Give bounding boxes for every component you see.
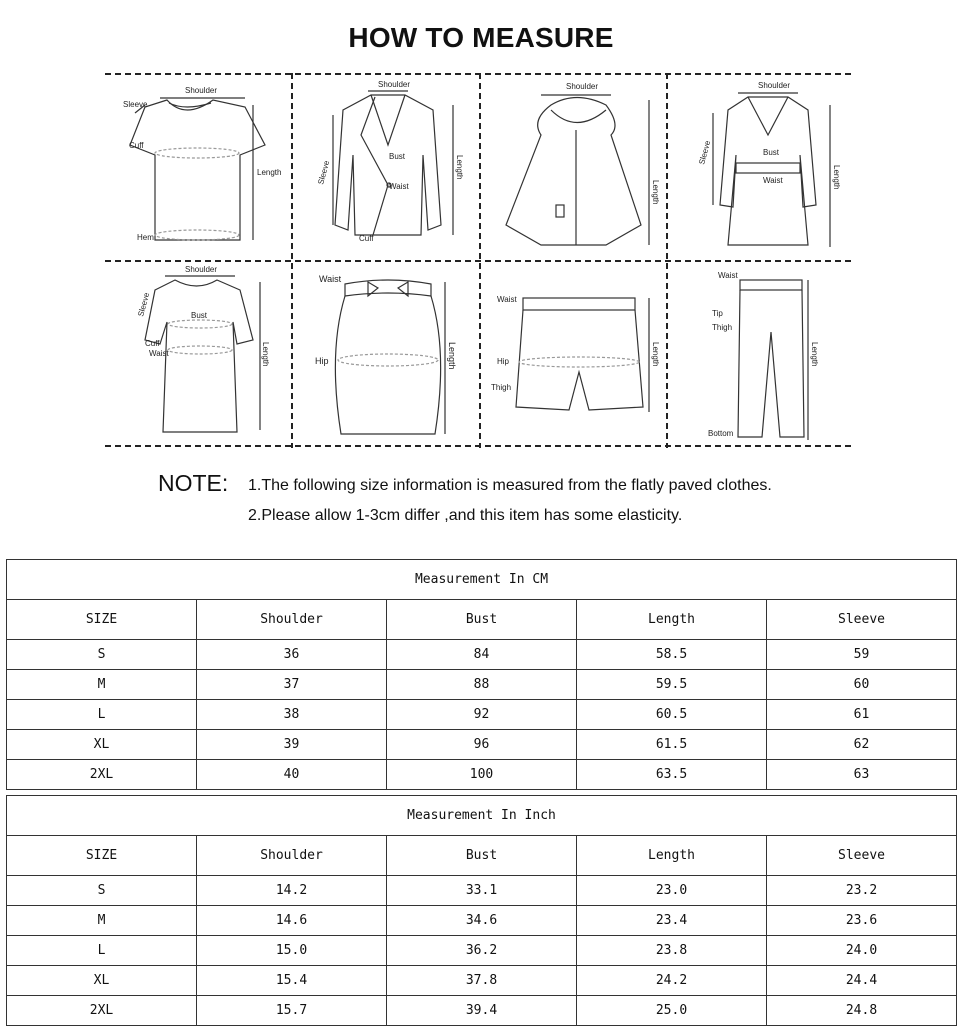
table-cell: 24.8 [767,996,957,1026]
measure-diagram-grid [105,73,855,448]
label-waist: Waist [389,182,409,191]
label-hip: Hip [497,357,510,366]
table-cell: 63.5 [577,760,767,790]
table-row [7,906,957,936]
label-waist: Waist [497,295,517,304]
cape-labels [566,82,660,204]
note-label: NOTE: [158,470,229,496]
dress-diagram [105,262,292,446]
table-cell: 15.4 [197,966,387,996]
label-tip: Tip [712,309,723,318]
table-cell: 37 [197,670,387,700]
table-cell: 15.0 [197,936,387,966]
table-cell: 84 [387,640,577,670]
label-cuff: Cuff [129,141,144,150]
label-length: Length [651,180,660,205]
table-row [7,730,957,760]
label-hem: Hem [137,233,154,242]
label-thigh: Thigh [712,323,733,332]
note-line-2: 2.Please allow 1-3cm differ ,and this item has some elasticity. [248,507,683,524]
table-cell: 61 [767,700,957,730]
page-title: HOW TO MEASURE [348,22,614,53]
table-cell: 88 [387,670,577,700]
label-thigh: Thigh [491,383,512,392]
label-hip: Hip [315,356,329,366]
header-cell: SIZE [7,836,197,876]
table-cell: 92 [387,700,577,730]
table-cell: 62 [767,730,957,760]
size-table-inch [6,795,957,1026]
label-sleeve: Sleeve [316,159,332,186]
label-shoulder: Shoulder [378,80,411,89]
dress-labels [136,265,270,366]
label-cuff: Cuff [359,234,374,243]
table-row [7,670,957,700]
label-length: Length [257,168,282,177]
table-cell: 37.8 [387,966,577,996]
table-cell: 36 [197,640,387,670]
label-sleeve: Sleeve [123,100,148,109]
label-length: Length [261,342,270,367]
label-length: Length [832,165,841,190]
table-row [7,966,957,996]
table-cell: 24.2 [577,966,767,996]
header-cell: SIZE [7,600,197,640]
table-cell: 23.6 [767,906,957,936]
shorts-diagram [481,262,667,446]
note-line-1: 1.The following size information is measured from the flatly paved clothes. [248,477,772,494]
label-bust: Bust [389,152,406,161]
table-row [7,700,957,730]
label-sleeve: Sleeve [136,291,152,318]
table-cell: L [7,936,197,966]
label-shoulder: Shoulder [185,265,218,274]
table-cell: 58.5 [577,640,767,670]
table-cell: M [7,670,197,700]
table-row [7,760,957,790]
blazer-labels [316,80,464,243]
table-row [7,996,957,1026]
header-cell: Shoulder [197,600,387,640]
table-cell: 23.2 [767,876,957,906]
label-shoulder: Shoulder [566,82,599,91]
table-cell: 23.4 [577,906,767,936]
table-header-row [7,836,957,876]
label-shoulder: Shoulder [185,86,218,95]
table-cell: 36.2 [387,936,577,966]
table-caption: Measurement In Inch [7,796,957,836]
table-cell: 14.2 [197,876,387,906]
table-cell: 59.5 [577,670,767,700]
skirt-diagram [293,262,480,446]
table-cell: 60.5 [577,700,767,730]
table-cell: 15.7 [197,996,387,1026]
table-cell: S [7,876,197,906]
size-table-cm [6,559,957,790]
table-cell: 59 [767,640,957,670]
table-cell: 33.1 [387,876,577,906]
skirt-labels [315,274,457,370]
header-cell: Sleeve [767,836,957,876]
table-cell: 23.8 [577,936,767,966]
table-cell: 24.0 [767,936,957,966]
header-cell: Bust [387,836,577,876]
label-length: Length [651,342,660,367]
cape-diagram [481,75,667,261]
tshirt-labels [123,86,281,242]
header-cell: Bust [387,600,577,640]
table-cell: 39.4 [387,996,577,1026]
table-cell: 60 [767,670,957,700]
table-cell: 24.4 [767,966,957,996]
table-cell: L [7,700,197,730]
table-row [7,876,957,906]
table-cell: 63 [767,760,957,790]
table-cell: M [7,906,197,936]
label-bust: Bust [763,148,780,157]
table-cell: 2XL [7,760,197,790]
table-cell: 25.0 [577,996,767,1026]
tshirt-diagram [105,75,292,261]
label-length: Length [810,342,819,367]
table-cell: 38 [197,700,387,730]
label-sleeve: Sleeve [697,139,713,166]
header-cell: Sleeve [767,600,957,640]
label-length: Length [447,342,457,370]
header-cell: Shoulder [197,836,387,876]
header-cell: Length [577,836,767,876]
header-cell: Length [577,600,767,640]
table-cell: S [7,640,197,670]
table-cell: 100 [387,760,577,790]
label-waist: Waist [319,274,342,284]
table-caption: Measurement In CM [7,560,957,600]
label-waist: Waist [718,271,738,280]
table-cell: 2XL [7,996,197,1026]
table-cell: 40 [197,760,387,790]
table-cell: 96 [387,730,577,760]
table-cell: XL [7,730,197,760]
pants-diagram [668,262,855,446]
table-row [7,936,957,966]
table-row [7,640,957,670]
table-cell: 23.0 [577,876,767,906]
label-cuff: Cuff [145,339,160,348]
table-cell: 39 [197,730,387,760]
label-bust: Bust [191,311,208,320]
label-waist: Waist [763,176,783,185]
table-header-row [7,600,957,640]
table-cell: XL [7,966,197,996]
label-bottom: Bottom [708,429,734,438]
table-cell: 34.6 [387,906,577,936]
table-cell: 61.5 [577,730,767,760]
coat-diagram [668,75,855,261]
label-length: Length [455,155,464,180]
label-shoulder: Shoulder [758,81,791,90]
blazer-diagram [293,75,480,261]
label-waist: Waist [149,349,169,358]
table-cell: 14.6 [197,906,387,936]
